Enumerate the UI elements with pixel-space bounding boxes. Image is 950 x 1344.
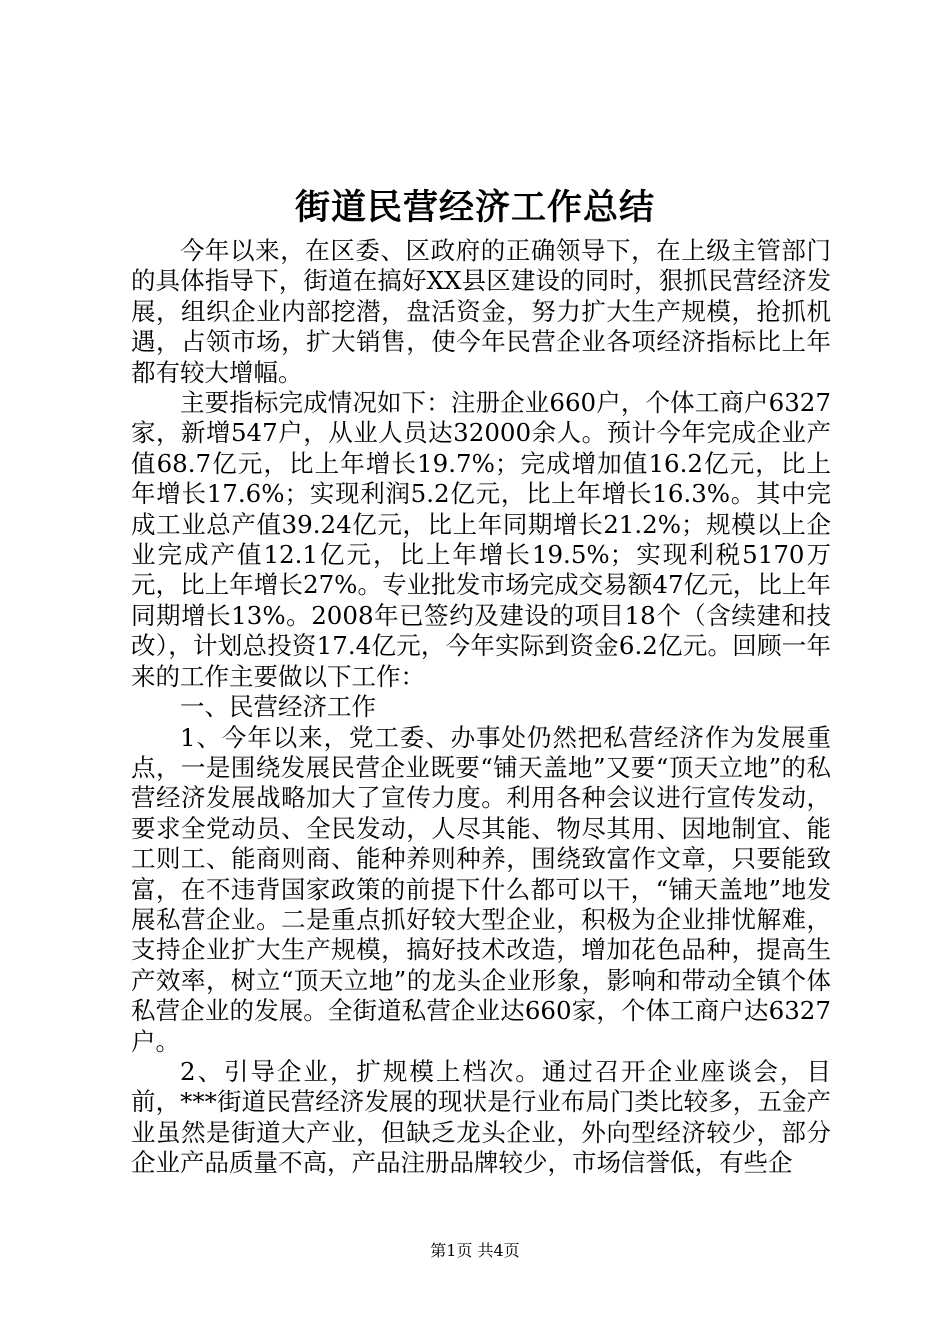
page-number: 第1页 共4页 [430, 1241, 520, 1260]
document-body [131, 236, 831, 1179]
document-title: 街道民营经济工作总结 [294, 187, 655, 228]
paragraph-item-1: 1、今年以来，党工委、办事处仍然把私营经济作为发展重点，一是围绕发展民营企业既要“铺天盖地”又要“顶天立地”的私营经济发展战略加大了宣传力度。利用各种会议进行宣传发动，要求全党动员、全民发动，人尽其能、物尽其用、因地制宜、能工则工、能商则商、能种养则种养，围绕致富作文章，只要能致富，在不违背国家政策的前提下什么都可以干，“铺天盖地”地发展私营企业。二是重点抓好较大型企业，积极为企业排忧解难，支持企业扩大生产规模，搞好技术改造，增加花色品种，提高生产效率，树立“顶天立地”的龙头企业形象，影响和带动全镇个体私营企业的发展。全街道私营企业达660家，个体工商户达6327户。 [131, 722, 831, 1056]
paragraph-indicators: 主要指标完成情况如下：注册企业660户，个体工商户6327家，新增547户，从业人员达32000余人。预计今年完成企业产值68.7亿元，比上年增长19.7%；完成增加值16.2亿元，比上年增长17.6%；实现利润5.2亿元，比上年增长16.3%。其中完成工业总产值39.24亿元，比上年同期增长21.2%；规模以上企业完成产值12.1亿元，比上年增长19.5%；实现利税5170万元，比上年增长27%。专业批发市场完成交易额47亿元，比上年同期增长13%。2008年已签约及建设的项目18个（含续建和技改），计划总投资17.4亿元，今年实际到资金6.2亿元。回顾一年来的工作主要做以下工作： [131, 388, 831, 691]
paragraph-intro: 今年以来，在区委、区政府的正确领导下，在上级主管部门的具体指导下，街道在搞好XX县区建设的同时，狠抓民营经济发展，组织企业内部挖潜，盘活资金，努力扩大生产规模，抢抓机遇，占领市场，扩大销售，使今年民营企业各项经济指标比上年都有较大增幅。 [131, 236, 831, 387]
paragraph-item-2: 2、引导企业，扩规模上档次。通过召开企业座谈会，目前，***街道民营经济发展的现状是行业布局门类比较多，五金产业虽然是街道大产业，但缺乏龙头企业，外向型经济较少，部分企业产品质量不高，产品注册品牌较少，市场信誉低，有些企 [131, 1056, 831, 1178]
section-heading: 一、民营经济工作 [180, 692, 376, 722]
